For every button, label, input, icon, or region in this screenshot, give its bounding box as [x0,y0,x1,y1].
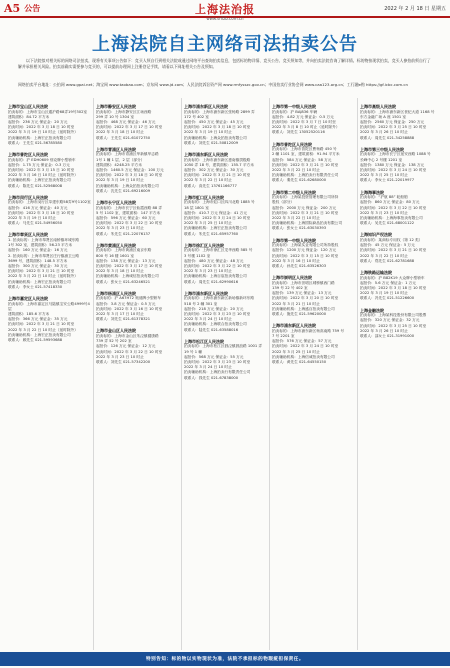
notice-line: 拍卖时间：2022 年 3 月 18 日 10 时至 [96,173,163,178]
notice-line: 起拍价：584 万元 保证金：58 万元 [272,157,332,162]
auction-notice [96,243,179,285]
notice-line: 1. 拍卖标的：上海市奉贤区南桥镇环城东路 [8,238,80,243]
notice-line: 拍卖时间：2022 年 3 月 7 日 10 时至 [272,120,336,124]
auction-notice [272,275,355,317]
notice-line: 139 号 22 号 402 室 [272,286,308,291]
notice-column [182,98,270,650]
auction-notice [272,142,355,184]
notice-line: 2022 年 3 月 22 日 10 时止（延时除外） [8,327,78,332]
auction-notice [272,323,355,365]
notice-line: 2022 年 3 月 8 日 10 时止（延时除外） [272,125,340,130]
auction-notice [272,190,355,232]
notice-line: 联系人：沈先生 021-69216009 [96,188,151,193]
notice-line: 联系人：周先生 021-34258888 [360,135,415,140]
notice-line: 拍卖标的：上海市嘉定区马陆镇宝安公路4999号4层 [8,301,90,311]
notice-line: 联系人：陈先生 021-52568008 [8,183,63,188]
notice-line: 联系人：冯先生 021-51226600 [360,296,415,301]
notice-line: 拍卖时间：2022 年 3 月 16 日 10 时至 [96,306,163,311]
notice-line: 拍卖辅助机构：上海诚信拍卖有限公司 [96,274,159,279]
notice-line: 拍卖标的：沪 EDH0609 别克牌小型轿车 [8,157,76,162]
notice-line: 拍卖时间：2022 年 3 月 24 日 10 时至 [184,216,251,221]
court-name: 上海市奉贤区人民法院 [8,232,48,238]
notice-line: 起拍价：1.75 万元 保证金：0.3 万元 [8,162,70,167]
notice-line: 7 号 2201 室 [272,334,295,339]
notice-line: 拍卖标的：上海市浦东新区杨高南路 759 号 [272,328,345,333]
notice-line: 拍卖时间：2022 年 3 月 20 日 10 时至 [272,296,339,301]
notice-line: 拍卖辅助机构：上海宏正拍卖有限公司 [8,279,71,284]
notice-line: 拍卖辅助机构：上海宏正拍卖有限公司 [8,135,71,140]
notice-line: 拍卖标的：某商标专用权（第 12 类） [360,238,423,243]
notice-line: 拍卖时间：2022 年 3 月 21 日 10 时至 [184,173,251,178]
notice-line: 拍卖标的：“沪航 88” 轮船舶 [360,195,408,200]
notice-line: 联系人：黄先生 021-64550150 [272,360,327,365]
notice-line: 2022 年 3 月 26 日 10 时止 [360,328,408,333]
notice-line: 拍卖时间：2022 年 3 月 21 日 10 时至 [360,248,427,253]
notice-line: 拍卖标的：沪 BAJ836 车辆 [272,109,318,114]
notice-line: 拍卖辅助机构：上海百宸拍卖有限公司 [184,274,247,279]
notice-line: 拍卖辅助机构：上海联合拍卖有限公司 [184,322,247,327]
court-name: 上海市金山区人民法院 [96,328,136,334]
notice-line: 联系人：周先生 021-62990616 [184,279,239,284]
notice-line: 起拍价：1200 万元 保证金：120 万元 [272,248,337,253]
issue-date: 2022 年 2 月 18 日 星期五 [384,6,446,12]
notice-line: 2022 年 3 月 23 日 10 时止 [184,269,232,274]
notice-line: 拍卖时间：2022 年 3 月 17 日 10 时至 [96,264,163,269]
notice-line: 起拍价：468 万元 保证金：46 万元 [96,120,156,124]
notice-line: 股权（部分） [272,200,295,205]
notice-line: 联系人：刘先生 021-61378321 [96,317,151,322]
notice-line: 联系人：王先生 021-56785580 [8,140,63,145]
notice-line: 拍卖辅助机构：上海信诚拍卖有限公司 [272,354,335,359]
notice-line: 联系人：吴先生 021-68001122 [360,221,415,226]
notice-line: 建筑面积：4248.25 平方米 [96,162,142,167]
notice-line: 2022 年 3 月 25 日 10 时止 [272,349,320,354]
page-number: A5 [4,1,21,15]
notice-line: 拍卖标的：上海某投资管理有限公司所持 [272,195,339,200]
notice-line: 建筑面积：84.72 平方米 [8,114,50,119]
notice-line: 联系人：钱先生 021-67838000 [184,375,239,380]
court-name: 上海市青浦区人民法院 [96,146,136,152]
notice-line: 拍卖时间：2022 年 3 月 21 日 10 时至 [8,322,75,327]
notice-line: 299 弄 10 号 1304 室 [96,114,135,119]
notice-line: 拍卖时间：2022 年 3 月 23 日 10 时至 [184,360,251,365]
notice-line: 起拍价：320 万元 保证金：32 万元 [360,318,420,323]
notice-line: 联系人：李女士 021-57418330 [8,284,63,289]
notice-line: 起拍价：300 万元 保证金：30 万元 [8,264,68,269]
notice-line: 起拍价：416 万元 保证金：40 万元 [8,205,68,210]
notice-line: 拍卖辅助机构：上海宏正拍卖有限公司 [8,332,71,337]
notice-line: 拍卖时间：2022 年 3 月 15 日 10 时至 [272,253,339,258]
notice-line: 2022 年 3 月 18 日 10 时止 [96,269,144,274]
auction-notice [272,238,355,270]
notice-line: 起拍价：480 万元 保证金：48 万元 [184,258,244,263]
notice-line: 联系人：朱先生 021-22076137 [96,231,151,236]
notice-line: 2022 年 3 月 22 日 10 时止 [272,216,320,221]
auction-notice [8,195,91,227]
notice-line: 2022 年 3 月 24 日 10 时止 [184,365,232,370]
auction-notice [8,232,91,290]
notice-line: 2022 年 3 月 16 日 10 时止（延时除外） [8,173,78,178]
notice-line: 2022 年 3 月 19 日 10 时止 [8,216,56,221]
auction-notice [184,291,267,333]
notice-line: 拍卖标的：上海市长宁区仙霞西路 88 弄 [96,205,163,210]
notice-line: 联系人：郑先生 021-62781688 [360,258,415,263]
notice-column [94,98,182,650]
notice-line: 联系人：顾先生 021-59593688 [8,338,63,343]
notice-line: 联系人：马先生 021-54956050 [8,221,63,226]
notice-line: 拍卖标的：上海市黄浦区南京东路 [96,248,152,253]
notice-line: 拍卖时间：2022 年 3 月 18 日 10 时至 [184,125,251,130]
notice-line: 起拍价：1380 万元 保证金：138 万元 [360,162,425,167]
notice-line: 1号 302 室，建筑面积：56.23 平方米 [8,243,73,248]
notice-line: 起拍价：302 万元 保证金：30 万元 [184,168,244,173]
auction-notice [360,190,444,227]
notice-line: 2022 年 3 月 16 日 10 时止 [272,258,320,263]
notice-line: 2022 年 3 月 26 日 10 时止 [360,130,408,135]
section-name: 公告 [24,3,41,13]
notice-column [358,98,446,650]
auction-notice [360,104,444,141]
court-name: 上海市普陀区人民法院 [8,152,48,158]
notice-line: 联系人：张女士 021-63246521 [96,279,151,284]
notice-line: 拍卖辅助机构：上海众拍拍卖有限公司 [184,135,247,140]
notice-line: 拍卖辅助机构：上海国际商品拍卖有限公司 [272,221,343,226]
notice-column [6,98,94,650]
notice-line: 起拍价：568 万元 保证金：55 万元 [184,354,244,359]
auction-notice [360,232,444,264]
notice-line: 拍卖时间：2022 年 3 月 22 日 10 时至 [96,221,163,226]
auction-notice [360,270,444,302]
notice-line: 起拍价：410.7 万元 保证金：41 万元 [184,210,248,215]
masthead-url: www.shfzb.com.cn [206,16,244,21]
auction-notice [184,243,267,285]
court-name: 上海市浦东新区人民法院 [184,104,228,109]
auction-notice [360,147,444,184]
notice-line: 联系人：高先生 13761166777 [184,183,237,188]
notice-line: 拍卖标的：上海市静安区江场西路 [96,109,152,114]
notice-line: 3 号楼 1102 室 [184,253,211,258]
notice-line: 建筑面积：185.6 平方米 [8,312,50,317]
court-name: 上海市第一中级人民法院 [272,104,316,109]
notice-line: 2022 年 3 月 22 日 10 时止 [360,253,408,258]
notice-line: 起拍价：236 万元 保证金：20 万元 [8,120,68,124]
notice-line: 2 幢 1101 室，建筑面积：91.94 平方米 [272,152,340,157]
court-name: 上海市杨浦区人民法院 [96,290,136,296]
court-name: 上海市闵行区人民法院 [8,194,48,200]
notice-line: 拍卖标的：沪 B82K19 大众牌小型轿车 [360,275,425,280]
notice-line: 2022 年 3 月 23 日 10 时止 [360,210,408,215]
notice-line: 2022 年 3 月 19 日 10 时止 [360,291,408,296]
masthead-title: 上海法治报 [195,3,255,16]
court-name: 上海市第三中级人民法院 [360,146,404,152]
notice-line: 2022 年 3 月 19 日 10 时止 [96,178,144,183]
notice-line: 拍卖时间：2022 年 3 月 21 日 10 时至 [8,269,75,274]
notice-line: 联系人：施先生 021-59620000 [272,312,327,317]
notice-line: 起拍价：160 万元 保证金：16 万元 [8,248,68,253]
notice-line: 拍卖时间：2022 年 3 月 17 日 10 时至 [96,125,163,130]
court-name: 上海市浦东新区人民法院 [184,290,228,296]
notice-line: 起拍价：5.6 万元 保证金：1 万元 [360,280,416,285]
notice-line: 拍卖时间：2022 年 3 月 22 日 10 时至 [360,205,427,210]
auction-notice [96,104,179,141]
court-name: 上海市松江区人民法院 [184,338,224,344]
auction-notice [96,200,179,237]
court-name: 上海市高级人民法院 [360,104,396,109]
notice-line: 起拍价：366 万元 保证金：35 万元 [8,317,68,322]
notice-line: 拍卖标的：上海某科技股份有限公司股票 [360,313,427,318]
notice-line: 联系人：孙先生 021-63526303 [272,264,327,269]
notice-line: 联系人：刘先生 13052520116 [272,130,325,135]
notice-line: 拍卖时间：2022 年 3 月 24 日 10 时至 [360,168,427,173]
court-name: 上海市崇明区人民法院 [272,275,312,281]
notice-line: 起拍价：1460.5 万元 保证金：100 万元 [96,168,164,173]
auction-notice [184,152,267,189]
notice-line: 联系人：邵女士 021-31991000 [360,334,415,339]
notice-line: 拍卖辅助机构：上海宏正拍卖有限公司 [8,178,71,183]
auction-notice [8,104,91,146]
notice-line: 5 号 1102 室，建筑面积：147 平方米 [96,210,161,215]
notice-line: 800 号 16 楼 1601 室 [96,253,135,258]
court-name: 上海海事法院 [360,189,384,195]
auction-notice [184,104,267,146]
auction-notice [96,147,179,194]
notice-line: 2022 年 3 月 25 日 10 时止 [360,173,408,178]
auction-notice [272,104,355,136]
notice-line: 起拍价：139 万元 保证金：13 万元 [272,291,332,296]
notice-line: 起拍价：138 万元 保证金：13 万元 [96,258,156,263]
notice-line: 起拍价：450 万元 保证金：45 万元 [184,120,244,124]
notice-line: 1050 弄 18 号，建筑面积：155.7 平方米 [184,162,254,167]
notice-line: 172 号 402 室 [184,114,209,119]
notice-line: 拍卖标的：上海市宝山区通沪路68弄19号302室 [8,109,88,114]
notice-line: 联系人：刘先生 021-57342200 [96,360,151,365]
notice-line: 2022 年 3 月 17 日 10 时止 [96,312,144,317]
notice-line: 拍卖标的：上海市青浦区华新镇华志路 [96,152,159,157]
court-name: 上海市浦东新区人民法院 [184,152,228,158]
notice-line: 拍卖时间：2022 年 3 月 22 日 10 时至 [96,349,163,354]
notice-line: 拍卖标的：沪 A67H72 奥迪牌小型轿车 [96,296,161,301]
notice-line: 2022 年 3 月 23 日 10 时止 [96,226,144,231]
auction-notice [8,296,91,343]
court-name: 上海市宝山区人民法院 [8,104,48,109]
notice-line: 2022 年 3 月 23 日 10 时止 [96,354,144,359]
intro-paragraph: 以下法院拟对相关标的网络司法拍卖，现将有关事项公告如下：竞买人须自行到相关法院或通过网络平台查询拍卖信息，包括标的物详情、竞买公告、竞买须知等，并向拍卖法院咨询了解详情。标的物按现状拍卖，竞买人参拍前须自行了解并承担相关风险。拍卖前确实需要参与竞买的，可以提前办理网上注册登记手续，请看以下网址相关公告及须知。 [18,58,431,69]
notice-line: 拍卖时间：2022 年 3 月 24 日 10 时至 [272,344,339,349]
notice-line: 拍卖时间：2022 年 3 月 18 日 10 时至 [8,210,75,215]
court-name: 上海知识产权法院 [360,232,392,238]
notice-line: 拍卖时间：2022 年 3 月 21 日 10 时至 [272,210,339,215]
notice-line: 拍卖辅助机构：上海宏正拍卖有限公司 [184,226,247,231]
notice-line: 拍卖标的：上海市徐汇区龙华西路 585 号 [184,248,253,253]
notice-line: 拍卖标的：上海市松江区泗泾镇鼓浪路 1001 弄 [184,344,263,349]
notice-line: 起拍价：126 万元 保证金：12 万元 [96,344,156,349]
court-name: 上海市第一中级人民法院 [272,237,316,243]
notice-line: 拍卖标的：上海市金山区朱泾镇健康路 [96,334,159,339]
footer-text: 特别告知：标的物以实物现状为准，法院不承担标的物瑕疵担保责任。 [146,657,304,662]
masthead [170,1,280,21]
notice-line: 拍卖时间：2022 年 3 月 23 日 10 时至 [184,312,251,317]
court-name: 上海金融法院 [360,307,384,313]
notice-line: 起拍价：860 万元 保证金：80 万元 [360,200,420,205]
notice-line: 拍卖辅助机构：上海海事拍卖有限公司 [360,216,423,221]
notice-line: 拍卖时间：2022 年 3 月 18 日 10 时至 [8,125,75,130]
notice-line: 起拍价：596 万元 保证金：60 万元 [96,216,156,221]
notice-line: 联系人：刘先生 021-50812009 [184,140,239,145]
auction-notice [96,328,179,365]
notice-line: 739 弄 52 号 202 室 [96,339,132,344]
notice-line: 18 层 1801 室 [184,205,209,210]
notice-line: 拍卖时间：2022 年 3 月 18 日 10 时至 [360,286,427,291]
notice-line: 拍卖时间：2022 年 3 月 25 日 10 时至 [360,125,427,130]
notice-line: 拍卖时间：2022 年 3 月 15 日 10 时至 [8,168,75,173]
auction-notice [360,308,444,340]
notice-line: 拍卖标的：上海市虹口区四川北路 1885 号 [184,200,255,205]
notice-line: 联系人：朱先生 021-65957760 [184,231,239,236]
notice-line: 2022 年 3 月 19 日 10 时止 [184,130,232,135]
notice-line: 拍卖标的：上海市浦东新区张杨路 2899 弄 [184,109,255,114]
court-name: 上海市嘉定区人民法院 [8,296,48,302]
auction-notice [184,195,267,237]
court-name: 上海市长宁区人民法院 [96,200,136,206]
notice-line: 2022 年 3 月 22 日 10 时止（延时除外） [8,274,78,279]
page-tag [4,1,40,15]
notice-line: 联系人：李女士 021-22019977 [360,178,415,183]
platform-links: 网络拍卖平台地址：公拍网 www.gpai.net；淘宝网 www.taobao.com；京东网 www.jd.com；人民法院诉讼资产网 www.rmfysszc.gov.cn；中国拍卖行业协会网 www.caa123.org.cn；工行融e购 https://gf.icbc.com.cn [18,82,408,87]
court-name: 上海市黄浦区人民法院 [96,242,136,248]
notice-line: 2022 年 3 月 19 日 10 时止（延时除外） [8,130,78,135]
notice-line: 1号 1 幢 1 层、2 层（部分） [96,157,145,162]
page-header [0,0,450,21]
court-name: 上海市徐汇区人民法院 [184,242,224,248]
notice-line: 起拍价：2000 万元 保证金：200 万元 [272,205,337,210]
notice-columns [6,98,446,650]
court-name: 上海市静安区人民法院 [96,104,136,109]
notice-line: 拍卖辅助机构：上海盛百拍卖有限公司 [272,306,335,311]
court-name: 上海市第二中级人民法院 [272,189,316,195]
notice-line: 2022 年 3 月 21 日 10 时止 [272,301,320,306]
page-title: 上海法院自主网络司法拍卖公告 [92,34,358,55]
notice-line: 拍卖辅助机构：上海拍卖行有限责任公司 [184,370,251,375]
notice-line: 拍卖辅助机构：上海众拍拍卖有限公司 [96,183,159,188]
court-name: 上海市普陀区人民法院 [272,141,312,147]
notice-line: 拍卖标的：上海市浦东新区新场镇新环东路 [184,296,255,301]
notice-line: 联系人：王先生 021-61072750 [96,135,151,140]
notice-line: 3699 号，建筑面积：148.5 平方米 [8,258,68,263]
notice-line: 起拍价：45 万元 保证金：5 万元 [360,243,415,248]
notice-line: 拍卖标的：上海市崇明区城桥镇西门路 [272,280,335,285]
notice-line: 19 号 1 幢 [184,349,202,354]
notice-column [270,98,358,650]
notice-line: 拍卖标的：上海市浦东新区惠南镇拱极路 [184,157,251,162]
court-name: 上海市虹口区人民法院 [184,194,224,200]
notice-line: 2022 年 3 月 22 日 10 时止 [272,168,320,173]
notice-line: 联系人：张女士 021-63030393 [272,226,327,231]
notice-line: 拍卖辅助机构：上海拍卖行有限责任公司 [272,173,339,178]
court-name: 上海铁路运输法院 [360,270,392,276]
notice-line: 拍卖标的：上海市长宁区延安西路 1088 号 [360,152,431,157]
notice-line: 拍卖时间：2022 年 3 月 21 日 10 时至 [272,162,339,167]
auction-notice [184,339,267,381]
notice-line: 2022 年 3 月 25 日 10 时止 [184,221,232,226]
notice-line: 联系人：陆先生 021-63588016 [184,327,239,332]
notice-line: 起拍价：576 万元 保证金：57 万元 [272,339,332,344]
notice-line: 518 号 2 幢 301 室 [184,301,218,306]
notice-line: 起拍价：218 万元 保证金：20 万元 [184,306,244,311]
auction-notice [8,152,91,189]
notice-line: 拍卖标的：上海市浦东新区世纪大道 1168 号 [360,109,435,114]
notice-line: 拍卖时间：2022 年 3 月 25 日 10 时至 [360,323,427,328]
notice-line: 2022 年 3 月 22 日 10 时止 [184,178,232,183]
notice-line: 2022 年 3 月 24 日 10 时止 [184,317,232,322]
notice-line: 拍卖时间：2022 年 3 月 22 日 10 时至 [184,264,251,269]
notice-line: 2. 拍卖标的：上海市奉贤区庄行镇浦卫公路 [8,253,80,258]
notice-line: 联系人：秦先生 021-62680000 [272,178,327,183]
notice-line: 起拍价：3.8 万元 保证金：0.5 万元 [96,301,156,306]
notice-line: 拍卖标的：上海市普陀区曹杨路 450 号 [272,147,337,152]
notice-line: 起拍价：4.82 万元 保证金：0.5 万元 [272,114,334,119]
notice-line: 拍卖标的：上海某实业有限公司所持股权 [272,243,339,248]
auction-notice [96,291,179,323]
notice-line: 长峰中心 2 号楼 1201 室 [360,157,403,162]
notice-line: 拍卖标的：上海市闵行区莘建东路58弄9号1102室 [8,200,91,205]
page-footer [0,652,450,666]
notice-line: 起拍价：2560 万元 保证金：250 万元 [360,120,425,124]
court-name: 上海市浦东新区人民法院 [272,323,316,329]
notice-line: 东方金融广场 A 座 1501 室 [360,114,407,119]
notice-line: 2022 年 3 月 18 日 10 时止 [96,130,144,135]
